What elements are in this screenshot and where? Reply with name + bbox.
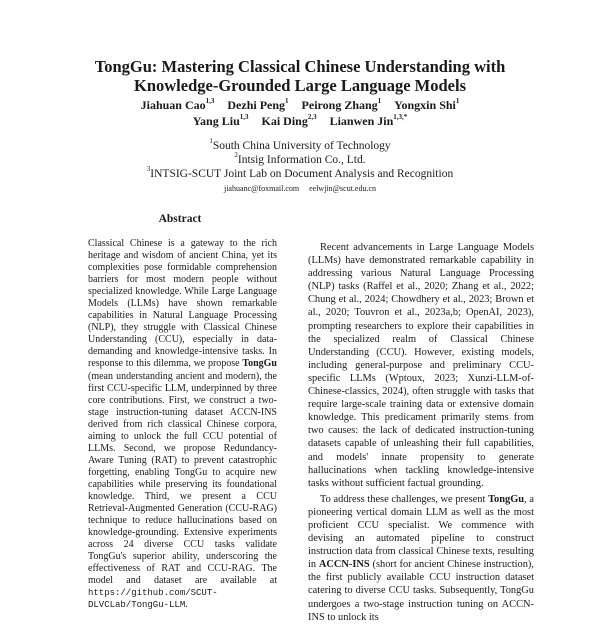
email: eelwjin@scut.edu.cn: [309, 184, 377, 193]
author-row-2: [0, 113, 600, 129]
author: Lianwen Jin$^{1,3,*}$: [329, 113, 408, 128]
author: Yongxin Shi$^1$: [394, 97, 460, 112]
model-name: TongGu: [488, 493, 525, 505]
author-row-1: [0, 97, 600, 113]
author: Dezhi Peng$^1$: [227, 97, 289, 112]
intro-paragraph-1: Recent advancements in Large Language Models (LLMs) have demonstrated remarkable capability in addressing various Natural Language Processing (NLP) tasks (Raffel et al., 2020; Zhang et al., 2022; Chung et al., 2024; Chowdhery et al., 2023; Brown et al., 2020; Touvron et al., 2023a,b; OpenAI, 2023), prompting researchers to explore their capabilities in the specialized realm of Classical Chinese Understanding (CCU). However, existing models, including general-purpose and preliminary CCU-specific LLMs (Wptoux, 2023; Xunzi-LLM-of-Chinese-classics, 2024), often struggle with tasks that require large-scale training data or extensive domain knowledge. This predicament primarily stems from two causes: the lack of dedicated instruction-tuning datasets capable of unleashing their full capabilities, and models' innate propensity to generate hallucinations when tackling knowledge-intensive tasks without sufficient factual grounding.: [308, 242, 534, 489]
introduction-column: [308, 241, 534, 624]
author: Kai Ding$^{2,3}$: [261, 113, 317, 128]
affiliation: $^1$South China University of Technology: [209, 137, 391, 152]
author: Jiahuan Cao$^{1,3}$: [140, 97, 215, 112]
affiliation: $^3$INTSIG-SCUT Joint Lab on Document Analysis and Recognition: [146, 165, 454, 180]
affiliations: [0, 139, 600, 181]
title-line-1: TongGu: Mastering Classical Chinese Understanding with: [94, 57, 506, 76]
abstract-body: Classical Chinese is a gateway to the rich heritage and wisdom of ancient China, yet its complexities pose formidable comprehension barriers for most modern people without specialized knowledge. While Large Language Models (LLMs) have shown remarkable capabilities in Natural Language Processing (NLP), they struggle with Classical Chinese Understanding (CCU), especially in data-demanding and knowledge-intensive tasks. In response to this dilemma, we propose TongGu (mean understanding ancient and modern), the first CCU-specific LLM, underpinned by three core contributions. First, we construct a two-stage instruction-tuning dataset ACCN-INS derived from rich classical Chinese corpora, aiming to unlock the full CCU potential of LLMs. Second, we propose Redundancy-Aware Tuning (RAT) to prevent catastrophic forgetting, enabling TongGu to acquire new capabilities while preserving its foundational knowledge. Third, we present a CCU Retrieval-Augmented Generation (CCU-RAG) technique to reduce hallucinations based on knowledge-grounding. Extensive experiments across 24 diverse CCU tasks validate TongGu's superior ability, underscoring the effectiveness of RAT and CCU-RAG. The model and dataset are available at https://github.com/SCUT-DLVCLab/TongGu-LLM.: [88, 238, 277, 611]
paper-title: [0, 57, 600, 95]
affiliation: $^2$Intsig Information Co., Ltd.: [234, 151, 366, 166]
model-name: TongGu: [242, 358, 277, 370]
title-line-2: Knowledge-Grounded Large Language Models: [133, 76, 466, 95]
repo-link[interactable]: https://github.com/SCUT-DLVCLab/TongGu-LLM: [88, 588, 218, 611]
dataset-name: ACCN-INS: [318, 559, 370, 571]
email: jiahuanc@foxmail.com: [223, 184, 300, 193]
author: Peirong Zhang$^1$: [301, 97, 382, 112]
author-list: [0, 97, 600, 129]
author: Yang Liu$^{1,3}$: [192, 113, 249, 128]
abstract-heading: Abstract: [158, 213, 202, 225]
intro-paragraph-2: To address these challenges, we present TongGu, a pioneering vertical domain LLM as well as the most proficient CCU specialist. We commence with devising an automated pipeline to construct instruction data from classical Chinese texts, resulting in ACCN-INS (short for ancient Chinese instruction), the first publicly available CCU instruction dataset catering to diverse CCU tasks. Subsequently, TongGu undergoes a two-stage instruction tuning on ACCN-INS to unlock its: [308, 493, 534, 623]
contact-emails: [0, 184, 600, 194]
